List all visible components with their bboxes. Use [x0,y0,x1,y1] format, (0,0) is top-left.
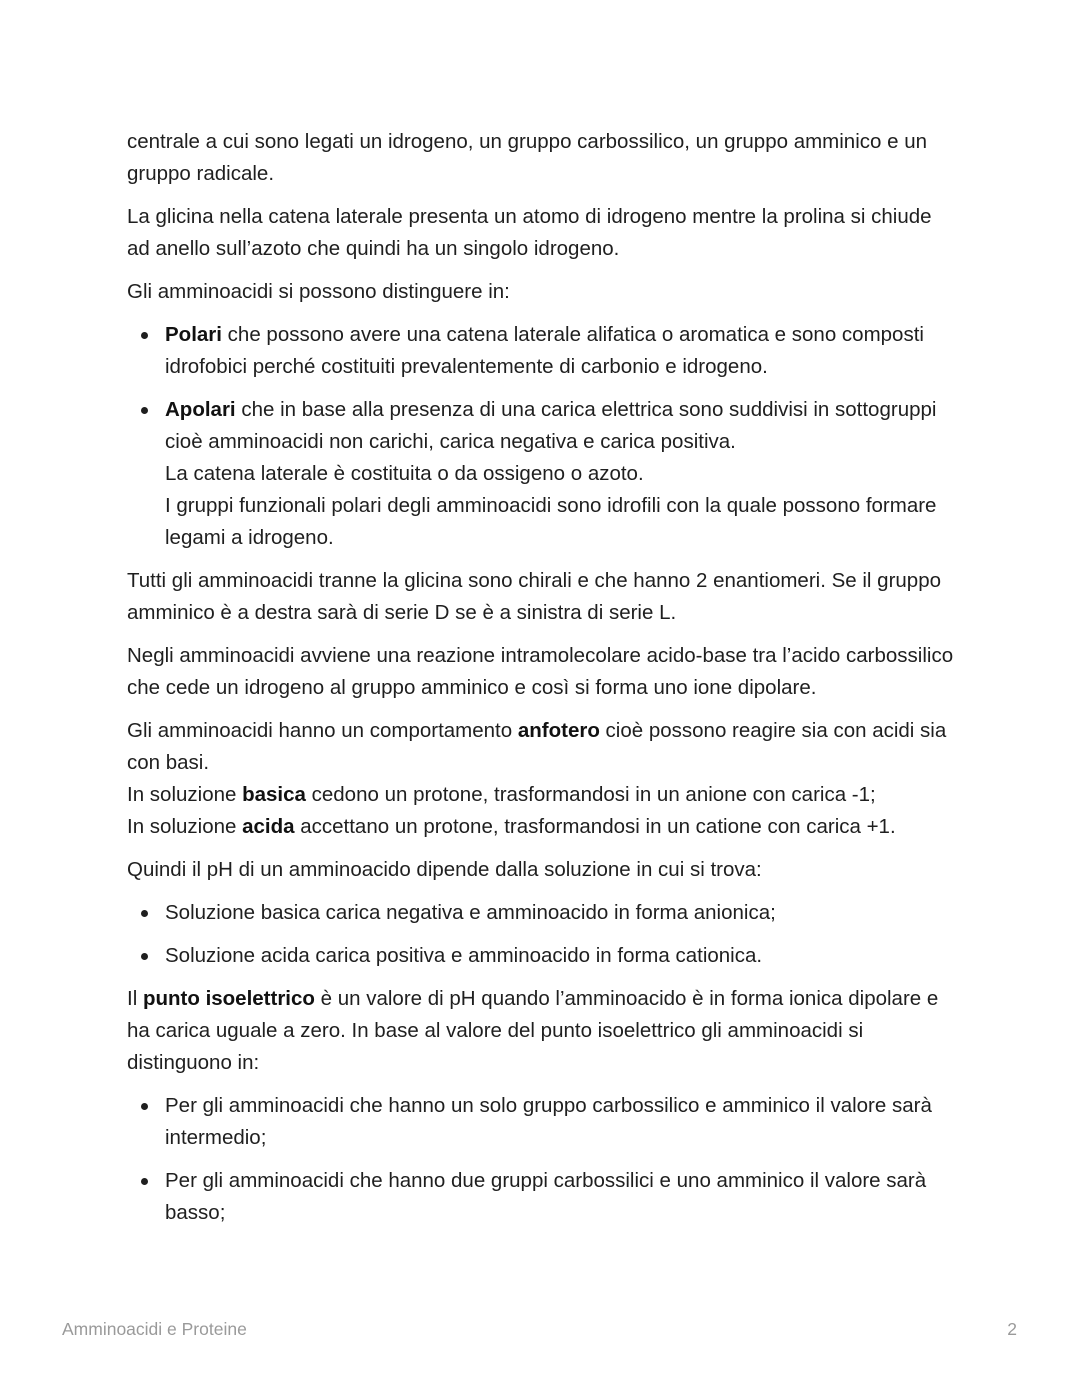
term-punto-isoelettrico: punto isoelettrico [142,987,315,1010]
bullet-icon [141,407,148,414]
bullet-icon [141,1103,148,1110]
list-item [127,1090,957,1154]
list-item [127,940,957,972]
bullet-icon [141,1178,148,1185]
paragraph-ph-intro: Quindi il pH di un amminoacido dipende dalla soluzione in cui si trova: [127,858,762,881]
list-item-text: che in base alla presenza di una carica elettrica sono suddivisi in sottogruppi cioè amminoacidi non carichi, carica negativa e carica positiva. [165,398,937,453]
isoelectric-list [127,1090,957,1229]
paragraph-classification-intro: Gli amminoacidi si possono distinguere in: [127,280,510,303]
list-item [127,897,957,929]
list-item-text: Soluzione acida carica positiva e amminoacido in forma cationica. [165,944,763,967]
footer-page-number: 2 [1007,1319,1017,1339]
list-item-text: Per gli amminoacidi che hanno due gruppi carbossilici e uno amminico il valore sarà basso; [165,1169,927,1224]
ph-list [127,897,957,972]
list-item [127,1165,957,1229]
paragraph-isoelectric-point [127,983,957,1079]
text-run: cioè possono reagire sia con acidi sia con basi. [127,719,947,774]
bullet-icon [141,332,148,339]
paragraph-glycine-proline: La glicina nella catena laterale presenta un atomo di idrogeno mentre la prolina si chiude ad anello sull’azoto che quindi ha un singolo idrogeno. [127,205,932,260]
list-item-text: Per gli amminoacidi che hanno un solo gruppo carbossilico e amminico il valore sarà intermedio; [165,1094,932,1149]
list-item-text: che possono avere una catena laterale alifatica o aromatica e sono composti idrofobici perché costituiti prevalentemente di carbonio e idrogeno. [165,323,924,378]
text-run: In soluzione [127,815,243,838]
paragraph-amino-structure: centrale a cui sono legati un idrogeno, un gruppo carbossilico, un gruppo amminico e un gruppo radicale. [127,130,928,185]
list-item-text: La catena laterale è costituita o da ossigeno o azoto. [165,462,644,485]
document-body [127,126,957,1240]
footer-document-title: Amminoacidi e Proteine [62,1319,247,1339]
text-run: Gli amminoacidi hanno un comportamento [127,719,518,742]
term-acida: acida [242,815,295,838]
text-run: è un valore di pH quando l’amminoacido è in forma ionica dipolare e ha carica uguale a zero. In base al valore del punto isoelettrico gli amminoacidi si distinguono in: [127,987,939,1074]
bullet-icon [141,953,148,960]
text-run: cedono un protone, trasformandosi in un anione con carica -1; [305,783,876,806]
text-run: accettano un protone, trasformandosi in un catione con carica +1. [294,815,896,838]
term-apolari: Apolari [165,398,236,421]
term-anfotero: anfotero [517,719,600,742]
paragraph-amphoteric [127,715,957,843]
text-run: In soluzione [127,783,243,806]
bullet-icon [141,910,148,917]
list-item-apolari [127,394,957,554]
list-item-text: Soluzione basica carica negativa e amminoacido in forma anionica; [165,901,776,924]
list-item-text: I gruppi funzionali polari degli amminoacidi sono idrofili con la quale possono formare legami a idrogeno. [165,494,937,549]
list-item-polari [127,319,957,383]
paragraph-chirality: Tutti gli amminoacidi tranne la glicina sono chirali e che hanno 2 enantiomeri. Se il gruppo amminico è a destra sarà di serie D se è a sinistra di serie L. [127,569,942,624]
term-basica: basica [242,783,306,806]
term-polari: Polari [165,323,222,346]
classification-list [127,319,957,554]
paragraph-dipolar-ion: Negli amminoacidi avviene una reazione intramolecolare acido-base tra l’acido carbossilico che cede un idrogeno al gruppo amminico e così si forma uno ione dipolare. [127,644,954,699]
text-run: Il [127,987,143,1010]
